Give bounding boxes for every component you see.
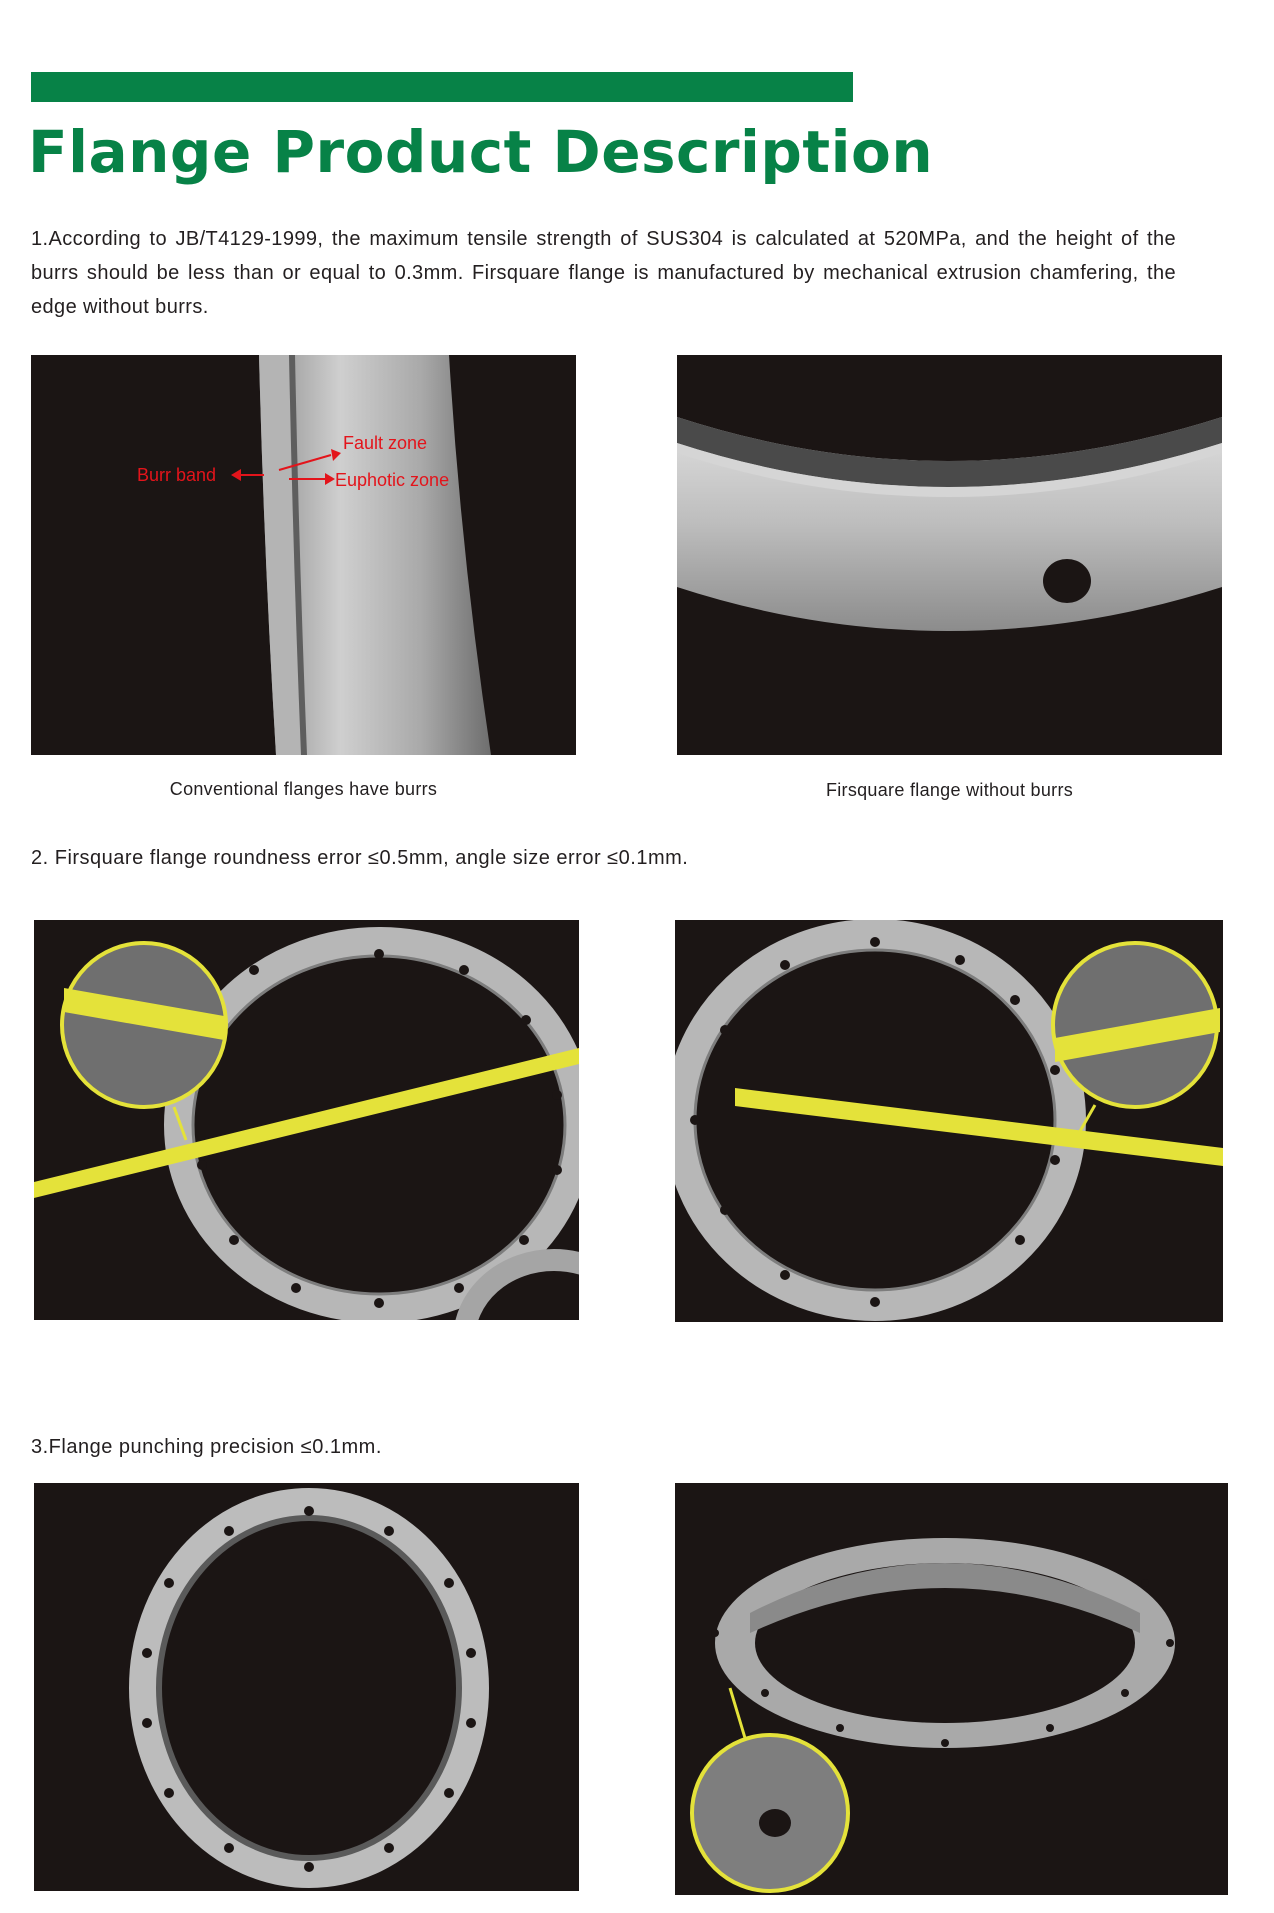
caption-firsquare-flange: Firsquare flange without burrs xyxy=(825,780,1074,800)
punching-precision-photo-right xyxy=(675,1483,1228,1895)
annotation-burr-band: Burr band xyxy=(137,465,217,485)
page-title: Flange Product Description xyxy=(28,118,934,186)
roundness-measurement-photo-right xyxy=(675,920,1223,1322)
punching-precision-photo-left xyxy=(34,1483,579,1891)
header-accent-bar xyxy=(31,72,853,102)
firsquare-flange-photo xyxy=(677,355,1222,755)
annotation-fault-zone: Fault zone xyxy=(343,433,428,453)
caption-conventional-flange: Conventional flanges have burrs xyxy=(169,779,438,799)
annotation-euphotic-zone: Euphotic zone xyxy=(335,470,450,490)
section-1-text: 1.According to JB/T4129-1999, the maximum tensile strength of SUS304 is calculated at 520MPa, and the height of the burrs should be less than or equal to 0.3mm. Firsquare flange is manufactured by mechanical extrusion chamfering, the edge without burrs. xyxy=(31,228,1176,318)
roundness-measurement-photo-left xyxy=(34,920,579,1320)
section-2-text: 2. Firsquare flange roundness error ≤0.5mm, angle size error ≤0.1mm. xyxy=(31,847,689,869)
conventional-flange-photo xyxy=(31,355,576,755)
section-3-text: 3.Flange punching precision ≤0.1mm. xyxy=(31,1436,382,1458)
